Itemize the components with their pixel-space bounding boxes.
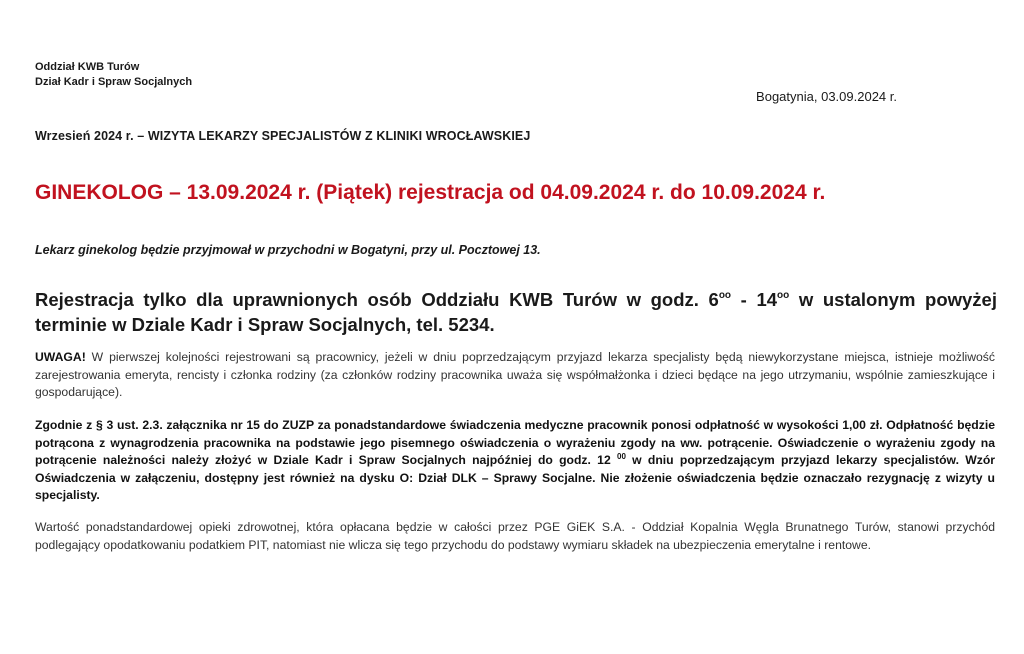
tax-paragraph: Wartość ponadstandardowej opieki zdrowotnej, która opłacana będzie w całości przez PGE GiEK S.A. - Oddział Kopalnia Węgla Brunatnego Turów, stanowi przychód podlegający opodatkowaniu podatkiem PIT, natomiast nie wlicza się tego przychodu do podstawy wymiaru składek na ubezpieczenia emerytalne i rentowe. <box>35 520 995 552</box>
warning-label: UWAGA! <box>35 350 86 364</box>
registration-text-2: - 14 <box>731 289 778 310</box>
document-date: Bogatynia, 03.09.2024 r. <box>756 89 897 104</box>
location-note: Lekarz ginekolog będzie przyjmował w przychodni w Bogatyni, przy ul. Pocztowej 13. <box>35 243 541 257</box>
registration-text-3: w ustalonym powyżej terminie w Dziale Kadr i Spraw Socjalnych, tel. 5234. <box>35 289 997 335</box>
organization-header <box>35 60 192 90</box>
registration-sup-2: oo <box>777 290 790 301</box>
warning-paragraph <box>35 349 995 402</box>
registration-info <box>35 287 997 337</box>
payment-paragraph <box>35 417 995 505</box>
registration-text-1: Rejestracja tylko dla uprawnionych osób Oddziału KWB Turów w godz. 6 <box>35 289 719 310</box>
payment-text-1: Zgodnie z § 3 ust. 2.3. załącznika nr 15 do ZUZP za ponadstandardowe świadczenia medyczne pracownik ponosi odpłatność w wysokości 1,00 zł. Odpłatność będzie potrącona z wynagrodzenia pracownika na podstawie jego pisemnego oświadczenia o wyrażeniu zgody na ww. potrącenie. Oświadczenie o wyrażeniu zgody na potrącenie należności należy złożyć w Dziale Kadr i Spraw Socjalnych najpóźniej do godz. 12 <box>35 418 995 467</box>
document-subject: Wrzesień 2024 r. – WIZYTA LEKARZY SPECJALISTÓW Z KLINIKI WROCŁAWSKIEJ <box>35 129 531 143</box>
registration-sup-1: oo <box>718 290 732 301</box>
visit-headline: GINEKOLOG – 13.09.2024 r. (Piątek) rejestracja od 04.09.2024 r. do 10.09.2024 r. <box>35 181 826 204</box>
payment-sup: 00 <box>617 452 626 461</box>
department-name: Dział Kadr i Spraw Socjalnych <box>35 76 193 88</box>
payment-text-2: w dniu poprzedzającym przyjazd lekarzy specjalistów. Wzór Oświadczenia w załączeniu, dostępny jest również na dysku O: Dział DLK – Sprawy Socjalne. Nie złożenie oświadczenia będzie oznaczało rezygnację z wizyty u specjalisty. <box>35 453 996 502</box>
warning-text: W pierwszej kolejności rejestrowani są pracownicy, jeżeli w dniu poprzedzającym przyjazd lekarza specjalisty będą niewykorzystane miejsca, istnieje możliwość zarejestrowania emeryta, rencisty i członka rodziny (za członków rodziny pracownika uważa się współmałżonka i dzieci będące na jego utrzymaniu, wspólnie zamieszkujące i gospodarujące). <box>35 350 995 399</box>
organization-name: Oddział KWB Turów <box>35 61 140 73</box>
